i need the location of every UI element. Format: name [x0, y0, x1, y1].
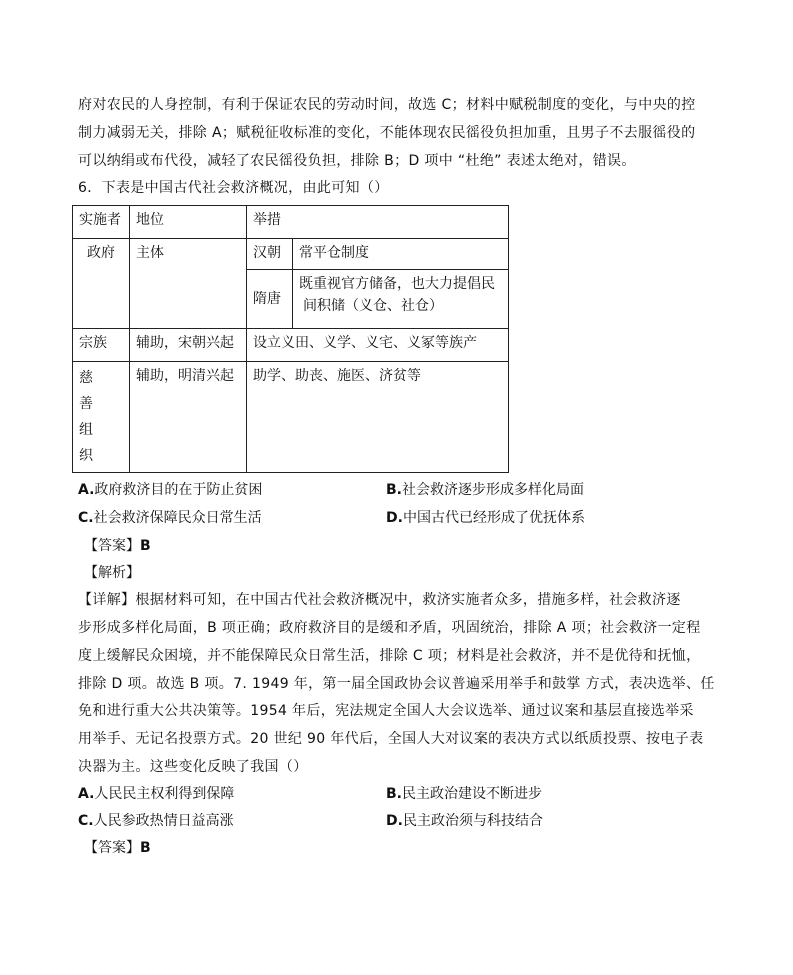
detail-line-6: 用举手、无记名投票方式。20 世纪 90 年代后，全国人大对议案的表决方式以纸质投票、按电子表	[78, 731, 704, 747]
q6-analysis-label: 【解析】	[84, 565, 140, 581]
cell-suitang: 隋唐	[247, 270, 293, 329]
cell-clan-actor: 宗族	[73, 329, 130, 362]
cell-charity-status: 辅助，明清兴起	[130, 362, 247, 473]
question-6-stem: 6．下表是中国古代社会救济概况，由此可知（）	[78, 180, 389, 196]
q6-option-d: D.中国古代已经形成了优抚体系	[386, 510, 585, 526]
suitang-measure-line-2: 间积储（义仓、社仓）	[303, 298, 443, 314]
detail-label: 【详解】	[78, 592, 136, 608]
cell-han: 汉朝	[247, 239, 293, 270]
detail-line-5: 免和进行重大公共决策等。1954 年后，宪法规定全国人大会议选举、通过议案和基层直接选举采	[78, 703, 694, 719]
q6-option-a: A.政府救济目的在于防止贫困	[78, 482, 263, 498]
paragraph-line-2: 制力减弱无关，排除 A；赋税征收标准的变化，不能体现农民徭役负担加重，且男子不去服徭役的	[78, 125, 696, 141]
cell-clan-status: 辅助，宋朝兴起	[130, 329, 247, 362]
cell-clan-measure: 设立义田、义学、义宅、义冢等族产	[247, 329, 509, 362]
cell-suitang-measure	[293, 270, 509, 329]
table-header-row	[73, 206, 509, 239]
cell-charity-actor	[73, 362, 130, 473]
header-measures: 举措	[247, 206, 509, 239]
q7-option-b: B.民主政治建设不断进步	[386, 786, 542, 802]
table-row	[73, 362, 509, 473]
table-row	[73, 329, 509, 362]
charity-char: 慈	[79, 370, 93, 386]
charity-char: 组	[79, 422, 93, 438]
cell-gov-status: 主体	[130, 239, 247, 329]
paragraph-line-3: 可以纳绢或布代役，减轻了农民徭役负担，排除 B；D 项中 “杜绝” 表述太绝对，错误。	[78, 153, 636, 169]
q6-option-c: C.社会救济保障民众日常生活	[78, 510, 262, 526]
cell-gov-actor: 政府	[73, 239, 130, 329]
q6-answer: 【答案】B	[84, 538, 151, 554]
charity-char: 善	[79, 396, 93, 412]
relief-table	[72, 205, 509, 473]
detail-line-4: 排除 D 项。故选 B 项。7. 1949 年，第一届全国政协会议普遍采用举手和鼓掌 方式，表决选举、任	[78, 676, 715, 692]
charity-char: 织	[79, 448, 93, 464]
table-row	[73, 239, 509, 270]
cell-charity-measure: 助学、助丧、施医、济贫等	[247, 362, 509, 473]
q7-option-d: D.民主政治须与科技结合	[386, 813, 543, 829]
detail-line-7: 决器为主。这些变化反映了我国（）	[78, 759, 308, 775]
q7-answer: 【答案】B	[84, 840, 151, 856]
q7-option-c: C.人民参政热情日益高涨	[78, 813, 234, 829]
q7-option-a: A.人民民主权利得到保障	[78, 786, 235, 802]
detail-line-2: 步形成多样化局面，B 项正确；政府救济目的是缓和矛盾，巩固统治，排除 A 项；社会救济一定程	[78, 620, 701, 636]
q6-option-b: B.社会救济逐步形成多样化局面	[386, 482, 584, 498]
detail-line-3: 度上缓解民众困境，并不能保障民众日常生活，排除 C 项；材料是社会救济，并不是优待和抚恤，	[78, 648, 701, 664]
detail-line-1: 【详解】根据材料可知，在中国古代社会救济概况中，救济实施者众多，措施多样，社会救济逐	[78, 592, 681, 608]
header-status: 地位	[130, 206, 247, 239]
paragraph-line-1: 府对农民的人身控制，有利于保证农民的劳动时间，故选 C；材料中赋税制度的变化，与中央的控	[78, 97, 696, 113]
header-actor: 实施者	[73, 206, 130, 239]
cell-han-measure: 常平仓制度	[293, 239, 509, 270]
suitang-measure-line-1: 既重视官方储备，也大力提倡民	[299, 276, 495, 292]
